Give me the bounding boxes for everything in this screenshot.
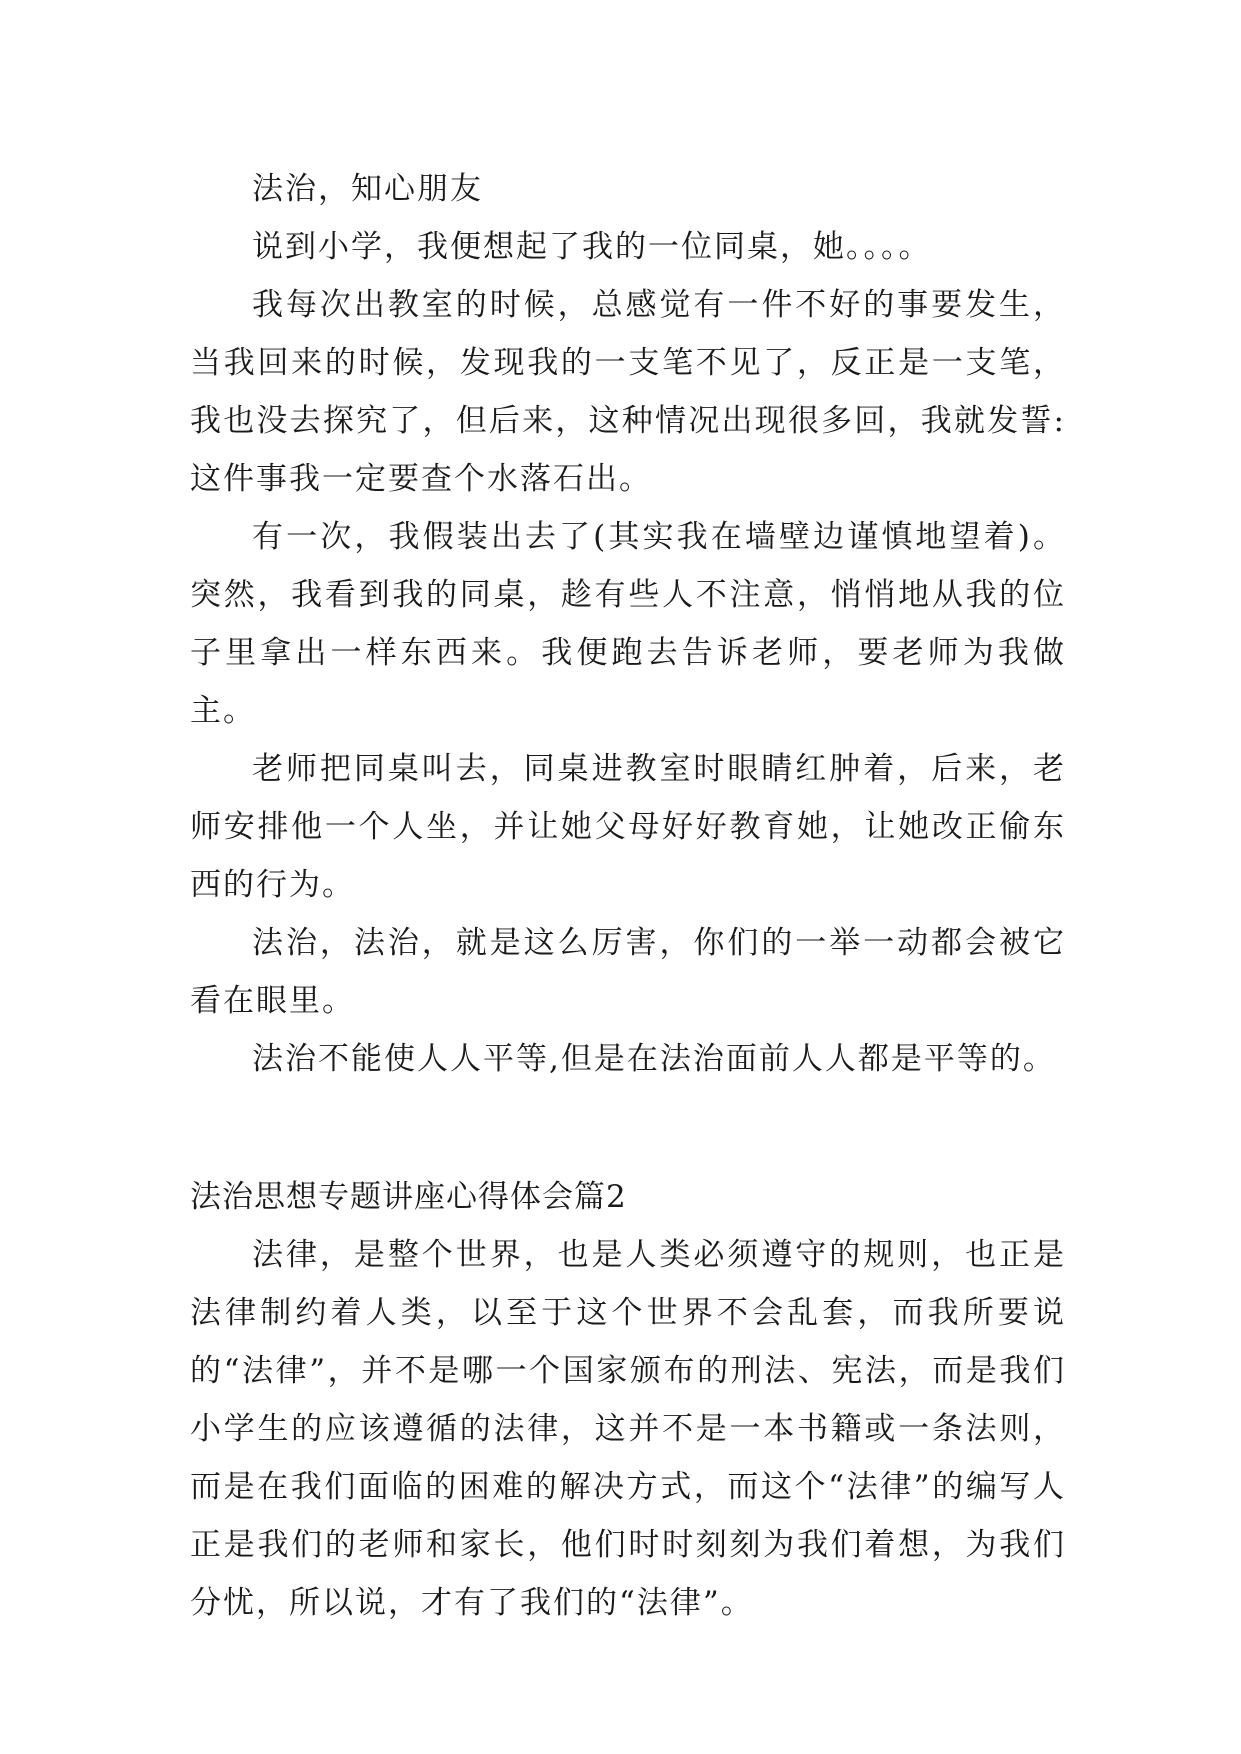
section1-subtitle: 法治，知心朋友 bbox=[252, 171, 483, 207]
paragraph: 法治不能使人人平等,但是在法治面前人人都是平等的。 bbox=[252, 1041, 1056, 1077]
section-spacer bbox=[190, 1088, 1066, 1168]
section2-heading: 法治思想专题讲座心得体会篇2 bbox=[190, 1179, 627, 1215]
paragraph: 说到小学，我便想起了我的一位同桌，她。。。。 bbox=[252, 229, 932, 265]
paragraph: 有一次，我假装出去了(其实我在墙壁边谨慎地望着)。突然，我看到我的同桌，趁有些人不注意，悄悄地从我的位子里拿出一样东西来。我便跑去告诉老师，要老师为我做主。 bbox=[190, 519, 1066, 729]
paragraph: 法律，是整个世界，也是人类必须遵守的规则，也正是法律制约着人类，以至于这个世界不会乱套，而我所要说的“法律”，并不是哪一个国家颁布的刑法、宪法，而是我们小学生的应该遵循的法律，这并不是一本书籍或一条法则，而是在我们面临的困难的解决方式，而这个“法律”的编写人正是我们的老师和家长，他们时时刻刻为我们着想，为我们分忧，所以说，才有了我们的“法律”。 bbox=[190, 1237, 1066, 1621]
paragraph: 我每次出教室的时候，总感觉有一件不好的事要发生，当我回来的时候，发现我的一支笔不见了，反正是一支笔，我也没去探究了，但后来，这种情况出现很多回，我就发誓:这件事我一定要查个水落石出。 bbox=[190, 287, 1066, 497]
paragraph: 老师把同桌叫去，同桌进教室时眼睛红肿着，后来，老师安排他一个人坐，并让她父母好好教育她，让她改正偷东西的行为。 bbox=[190, 751, 1066, 903]
document-body bbox=[190, 160, 1066, 1632]
paragraph: 法治，法治，就是这么厉害，你们的一举一动都会被它看在眼里。 bbox=[190, 925, 1066, 1019]
